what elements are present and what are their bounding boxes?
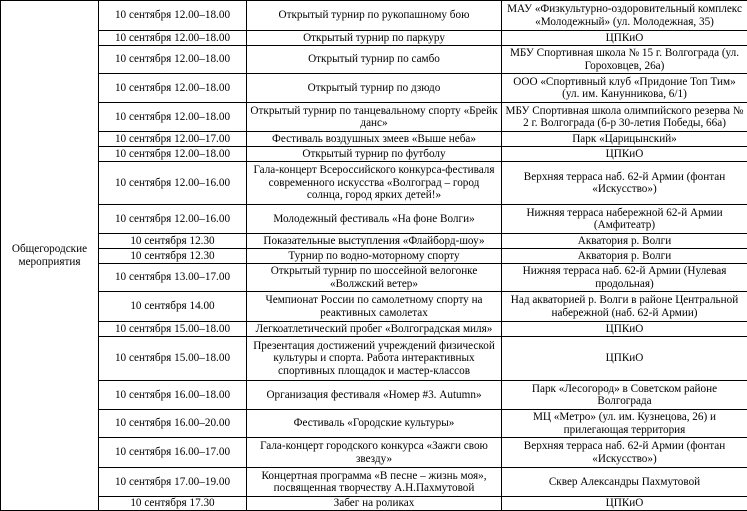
event-cell: Открытый турнир по футболу <box>247 147 502 162</box>
date-cell: 10 сентября 12.00–18.00 <box>99 46 247 74</box>
place-cell: Над акваторией р. Волги в районе Центральной набережной (наб. 62-й Армии) <box>502 292 747 322</box>
place-cell: Нижняя терраса наб. 62-й Армии (Нулевая продольная) <box>502 264 747 292</box>
table-row <box>1 1 747 31</box>
place-cell: ЦПКиО <box>502 322 747 337</box>
date-cell: 10 сентября 16.00–20.00 <box>99 410 247 438</box>
date-cell: 10 сентября 12.00–18.00 <box>99 74 247 103</box>
date-cell: 10 сентября 12.00–18.00 <box>99 147 247 162</box>
event-cell: Открытый турнир по дзюдо <box>247 74 502 103</box>
table-row <box>1 205 747 234</box>
place-cell: Акватория р. Волги <box>502 234 747 249</box>
place-cell: ООО «Спортивный клуб «Придоние Топ Тим» (ул. им. Канунникова, 6/1) <box>502 74 747 103</box>
table-row <box>1 132 747 147</box>
date-cell: 10 сентября 17.00–19.00 <box>99 468 247 497</box>
event-cell: Забег на роликах <box>247 497 502 511</box>
table-row <box>1 292 747 322</box>
table-row <box>1 103 747 132</box>
place-cell: МБУ Спортивная школа олимпийского резерва № 2 г. Волгограда (б-р 30-летия Победы, 66а) <box>502 103 747 132</box>
table-row <box>1 74 747 103</box>
date-cell: 10 сентября 12.00–18.00 <box>99 103 247 132</box>
event-cell: Турнир по водно-моторному спорту <box>247 249 502 264</box>
date-cell: 10 сентября 17.30 <box>99 497 247 511</box>
event-cell: Чемпионат России по самолетному спорту на реактивных самолетах <box>247 292 502 322</box>
date-cell: 10 сентября 13.00–17.00 <box>99 264 247 292</box>
date-cell: 10 сентября 12.30 <box>99 234 247 249</box>
table-row <box>1 162 747 205</box>
date-cell: 10 сентября 12.00–18.00 <box>99 31 247 46</box>
place-cell: Акватория р. Волги <box>502 249 747 264</box>
place-cell: Парк «Лесогород» в Советском районе Волгограда <box>502 381 747 410</box>
event-cell: Открытый турнир по шоссейной велогонке «Волжский ветер» <box>247 264 502 292</box>
event-cell: Легкоатлетический пробег «Волгоградская миля» <box>247 322 502 337</box>
place-cell: ЦПКиО <box>502 497 747 511</box>
category-cell <box>1 1 99 511</box>
date-cell: 10 сентября 14.00 <box>99 292 247 322</box>
place-cell: Парк «Царицынский» <box>502 132 747 147</box>
event-cell: Гала-концерт Всероссийского конкурса-фестиваля современного искусства «Волгоград – город солнца, город ярких детей!» <box>247 162 502 205</box>
table-row <box>1 381 747 410</box>
event-cell: Фестиваль «Городские культуры» <box>247 410 502 438</box>
place-cell: Верхняя терраса наб. 62-й Армии (фонтан «Искусство») <box>502 162 747 205</box>
category-label: Общегородские мероприятия <box>12 243 87 268</box>
date-cell: 10 сентября 15.00–18.00 <box>99 322 247 337</box>
table-row <box>1 497 747 511</box>
date-cell: 10 сентября 12.00–16.00 <box>99 205 247 234</box>
event-cell: Гала-концерт городского конкурса «Зажги свою звезду» <box>247 438 502 468</box>
date-cell: 10 сентября 12.30 <box>99 249 247 264</box>
event-cell: Открытый турнир по рукопашному бою <box>247 1 502 31</box>
place-cell: МБУ Спортивная школа № 15 г. Волгограда (ул. Гороховцев, 26а) <box>502 46 747 74</box>
date-cell: 10 сентября 12.00–17.00 <box>99 132 247 147</box>
event-cell: Показательные выступления «Флайборд-шоу» <box>247 234 502 249</box>
table-row <box>1 46 747 74</box>
table-row <box>1 31 747 46</box>
place-cell: Сквер Александры Пахмутовой <box>502 468 747 497</box>
table-row <box>1 249 747 264</box>
event-cell: Фестиваль воздушных змеев «Выше неба» <box>247 132 502 147</box>
table-row <box>1 322 747 337</box>
event-cell: Презентация достижений учреждений физической культуры и спорта. Работа интерактивных спортивных площадок и мастер-классов <box>247 337 502 381</box>
table-row <box>1 234 747 249</box>
date-cell: 10 сентября 12.00–16.00 <box>99 162 247 205</box>
place-cell: Верхняя терраса наб. 62-й Армии (фонтан «Искусство») <box>502 438 747 468</box>
table-row <box>1 468 747 497</box>
place-cell: МАУ «Физкультурно-оздоровительный комплекс «Молодежный» (ул. Молодежная, 35) <box>502 1 747 31</box>
place-cell: МЦ «Метро» (ул. им. Кузнецова, 26) и прилегающая территория <box>502 410 747 438</box>
date-cell: 10 сентября 12.00–18.00 <box>99 1 247 31</box>
table-row <box>1 264 747 292</box>
event-cell: Открытый турнир по самбо <box>247 46 502 74</box>
event-cell: Концертная программа «В песне – жизнь моя», посвященная творчеству А.Н.Пахмутовой <box>247 468 502 497</box>
place-cell: ЦПКиО <box>502 31 747 46</box>
event-cell: Открытый турнир по танцевальному спорту «Брейк данс» <box>247 103 502 132</box>
place-cell: ЦПКиО <box>502 147 747 162</box>
event-cell: Открытый турнир по паркуру <box>247 31 502 46</box>
event-cell: Организация фестиваля «Номер #3. Autumn» <box>247 381 502 410</box>
table-row <box>1 147 747 162</box>
place-cell: Нижняя терраса набережной 62-й Армии (Амфитеатр) <box>502 205 747 234</box>
place-cell: ЦПКиО <box>502 337 747 381</box>
table-row <box>1 410 747 438</box>
table-row <box>1 337 747 381</box>
table-row <box>1 438 747 468</box>
date-cell: 10 сентября 15.00–18.00 <box>99 337 247 381</box>
date-cell: 10 сентября 16.00–18.00 <box>99 381 247 410</box>
event-cell: Молодежный фестиваль «На фоне Волги» <box>247 205 502 234</box>
date-cell: 10 сентября 16.00–17.00 <box>99 438 247 468</box>
